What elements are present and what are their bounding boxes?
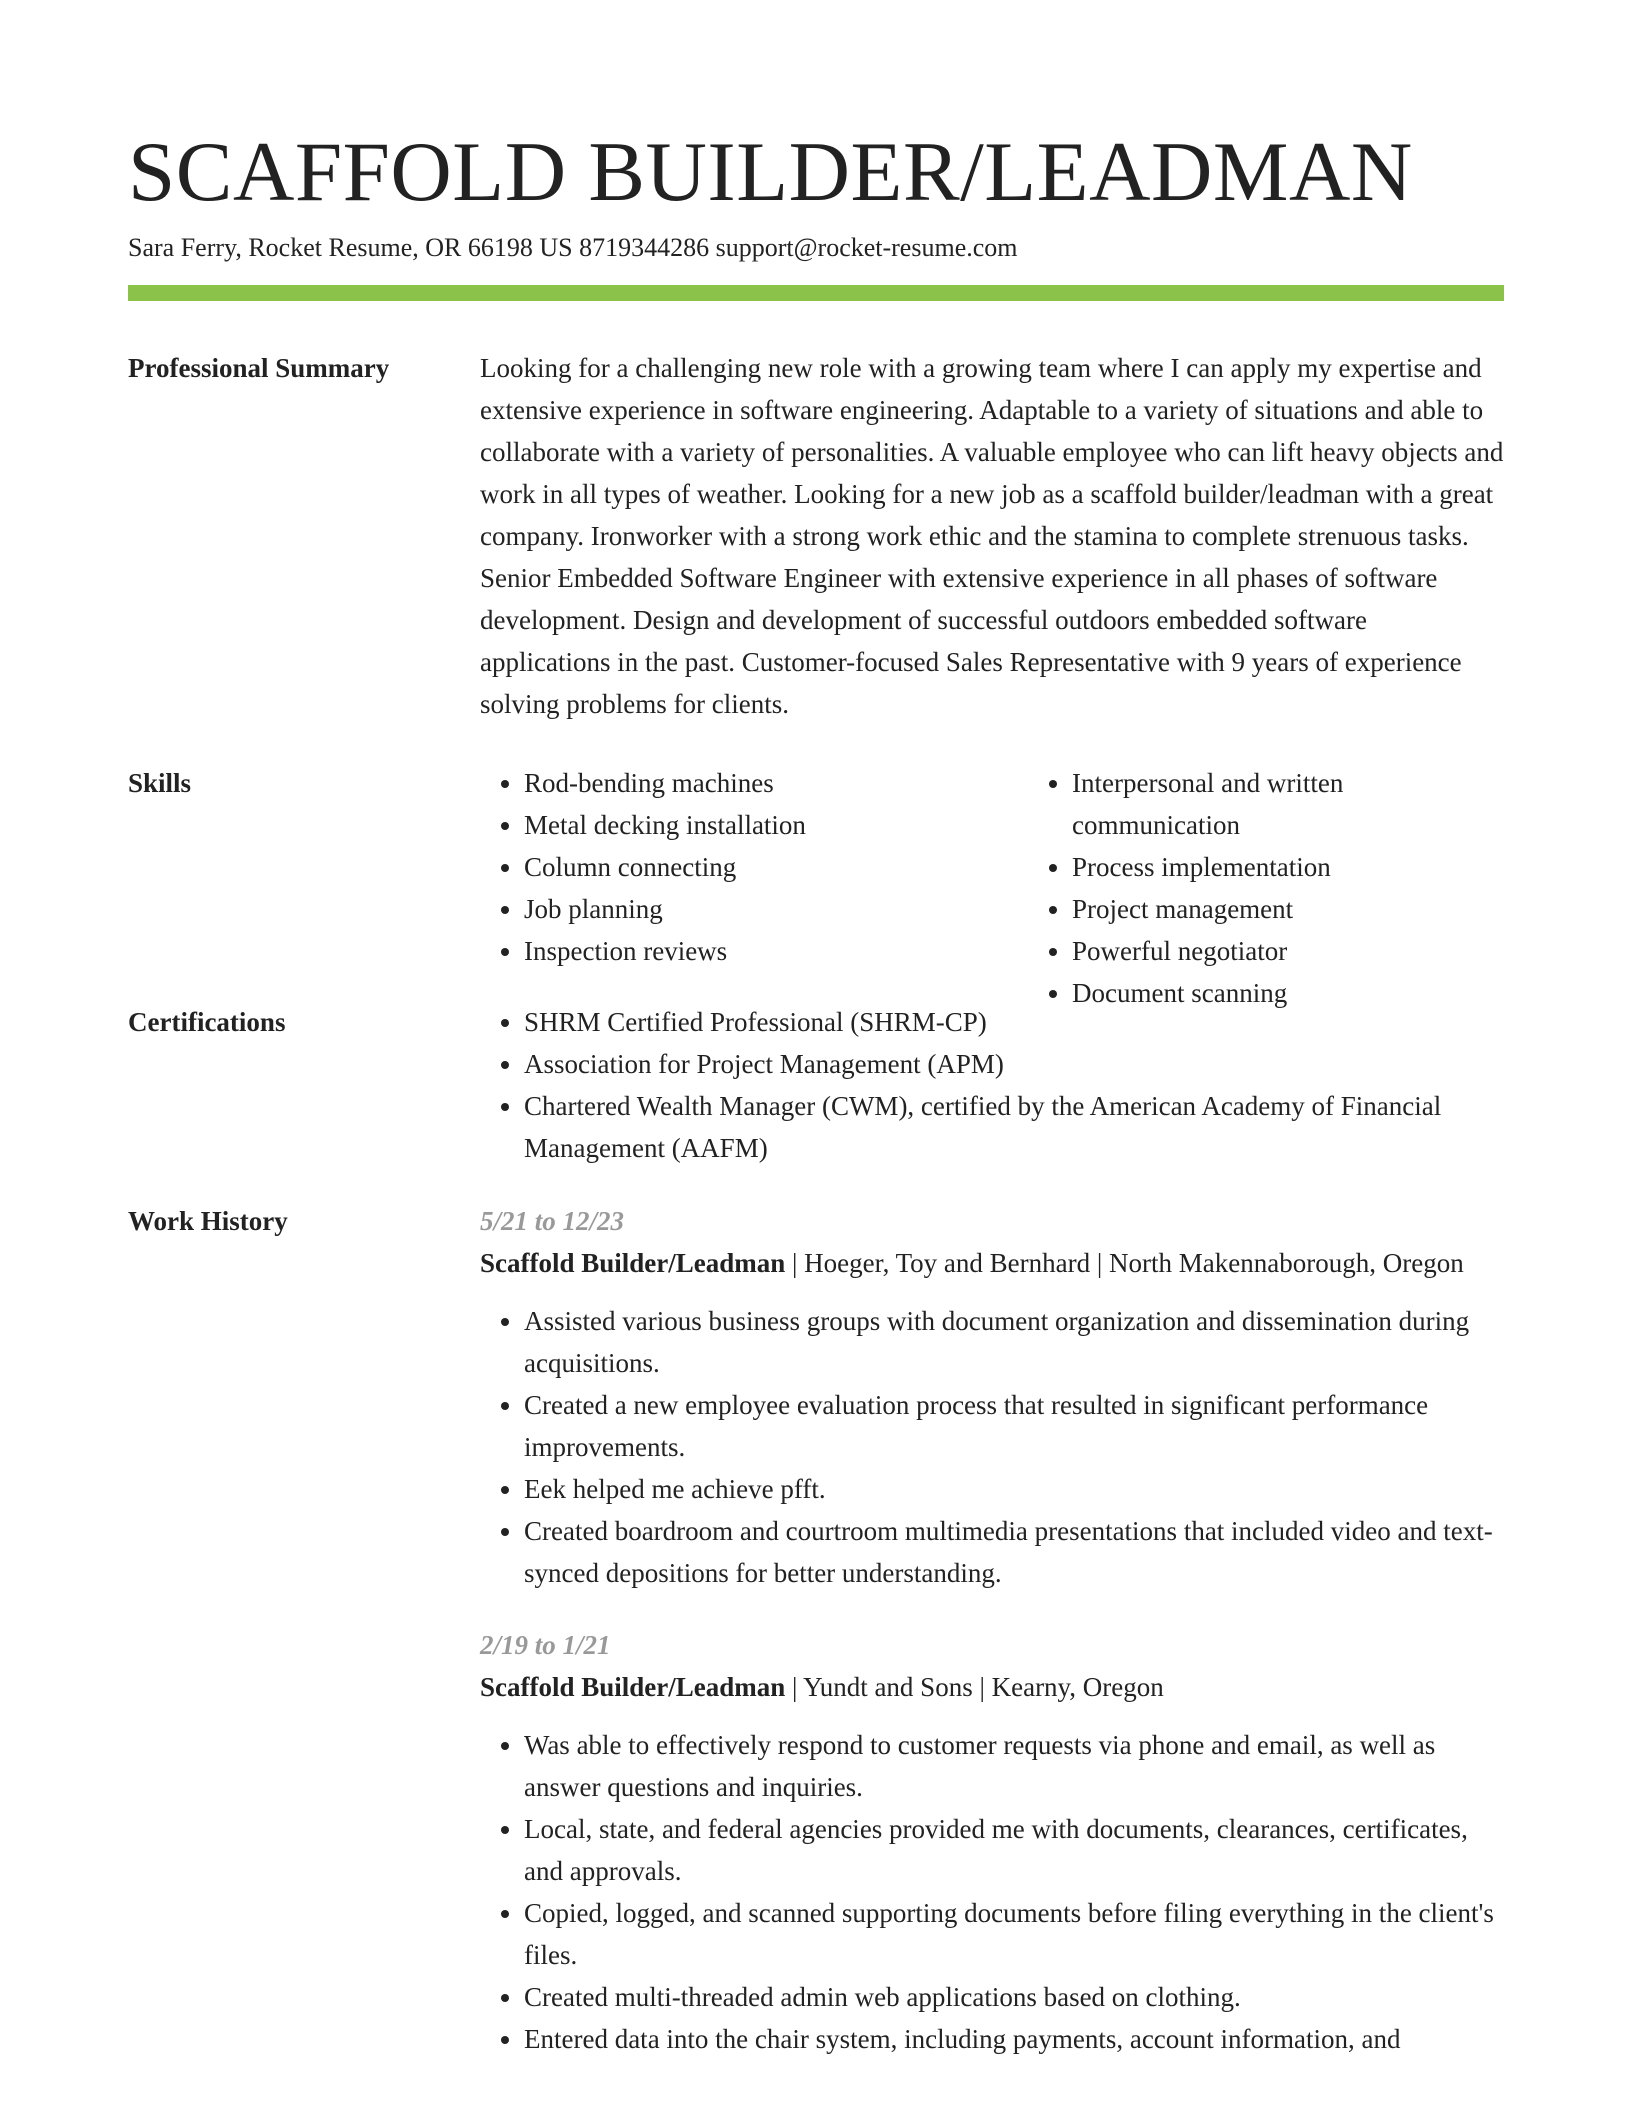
certification-item: • SHRM Certified Professional (SHRM-CP) xyxy=(524,1001,1504,1043)
job-heading xyxy=(480,1242,1504,1284)
summary-heading: Professional Summary xyxy=(128,353,390,383)
skill-item: • Project management xyxy=(1072,888,1504,930)
job-entry xyxy=(480,1624,1504,2060)
job-bullet: • Local, state, and federal agencies provided me with documents, clearances, certificates, and approvals. xyxy=(524,1808,1504,1892)
job-bullet: • Created a new employee evaluation process that resulted in significant performance improvements. xyxy=(524,1384,1504,1468)
skills-body xyxy=(480,762,1504,1014)
job-bullet: • Copied, logged, and scanned supporting documents before filing everything in the client's files. xyxy=(524,1892,1504,1976)
job-bullet: • Entered data into the chair system, including payments, account information, and xyxy=(524,2018,1504,2060)
job-bullet: • Eek helped me achieve pfft. xyxy=(524,1468,1504,1510)
skill-item: • Column connecting xyxy=(524,846,1028,888)
skills-list-left xyxy=(480,762,1028,1014)
certifications-body xyxy=(480,1001,1504,1169)
work-history-heading: Work History xyxy=(128,1206,288,1236)
contact-line: Sara Ferry, Rocket Resume, OR 66198 US 8719344286 support@rocket-resume.com xyxy=(128,233,1018,262)
skill-item: • Powerful negotiator xyxy=(1072,930,1504,972)
skill-item: • Metal decking installation xyxy=(524,804,1028,846)
skills-list-right xyxy=(1028,762,1504,1014)
job-details: | Yundt and Sons | Kearny, Oregon xyxy=(785,1672,1164,1702)
job-bullet: • Was able to effectively respond to customer requests via phone and email, as well as answer questions and inquiries. xyxy=(524,1724,1504,1808)
job-details: | Hoeger, Toy and Bernhard | North Makennaborough, Oregon xyxy=(785,1248,1464,1278)
work-history-body xyxy=(480,1200,1504,2090)
job-bullets xyxy=(480,1300,1504,1594)
job-bullet: • Created boardroom and courtroom multimedia presentations that included video and text-synced depositions for better understanding. xyxy=(524,1510,1504,1594)
job-dates: 2/19 to 1/21 xyxy=(480,1630,611,1660)
summary-body xyxy=(480,347,1504,725)
certification-item: • Chartered Wealth Manager (CWM), certified by the American Academy of Financial Management (AAFM) xyxy=(524,1085,1504,1169)
skill-item: • Job planning xyxy=(524,888,1028,930)
skill-item: • Document scanning xyxy=(1072,972,1504,1014)
skill-item: • Inspection reviews xyxy=(524,930,1028,972)
skill-item: • Process implementation xyxy=(1072,846,1504,888)
skill-item: • Rod-bending machines xyxy=(524,762,1028,804)
summary-text: Looking for a challenging new role with a growing team where I can apply my expertise and extensive experience in software engineering. Adaptable to a variety of situations and able to collaborate with a variety of personalities. A valuable employee who can lift heavy objects and work in all types of weather. Looking for a new job as a scaffold builder/leadman with a great company. Ironworker with a strong work ethic and the stamina to complete strenuous tasks. Senior Embedded Software Engineer with extensive experience in all phases of software development. Design and development of successful outdoors embedded software applications in the past. Customer-focused Sales Representative with 9 years of experience solving problems for clients. xyxy=(480,353,1504,719)
skills-heading: Skills xyxy=(128,768,192,798)
job-dates: 5/21 to 12/23 xyxy=(480,1206,625,1236)
certifications-list xyxy=(480,1001,1504,1169)
job-bullet: • Assisted various business groups with document organization and dissemination during acquisitions. xyxy=(524,1300,1504,1384)
job-bullet: • Created multi-threaded admin web applications based on clothing. xyxy=(524,1976,1504,2018)
job-title: Scaffold Builder/Leadman xyxy=(480,1672,786,1702)
job-entry xyxy=(480,1200,1504,1594)
skill-item: • Interpersonal and written communication xyxy=(1072,762,1504,846)
certification-item: • Association for Project Management (APM) xyxy=(524,1043,1504,1085)
job-title: Scaffold Builder/Leadman xyxy=(480,1248,786,1278)
resume-title: SCAFFOLD BUILDER/LEADMAN xyxy=(128,125,1413,219)
job-bullets xyxy=(480,1724,1504,2060)
job-heading xyxy=(480,1666,1504,1708)
certifications-heading: Certifications xyxy=(128,1007,286,1037)
header-accent-rule xyxy=(128,285,1504,301)
